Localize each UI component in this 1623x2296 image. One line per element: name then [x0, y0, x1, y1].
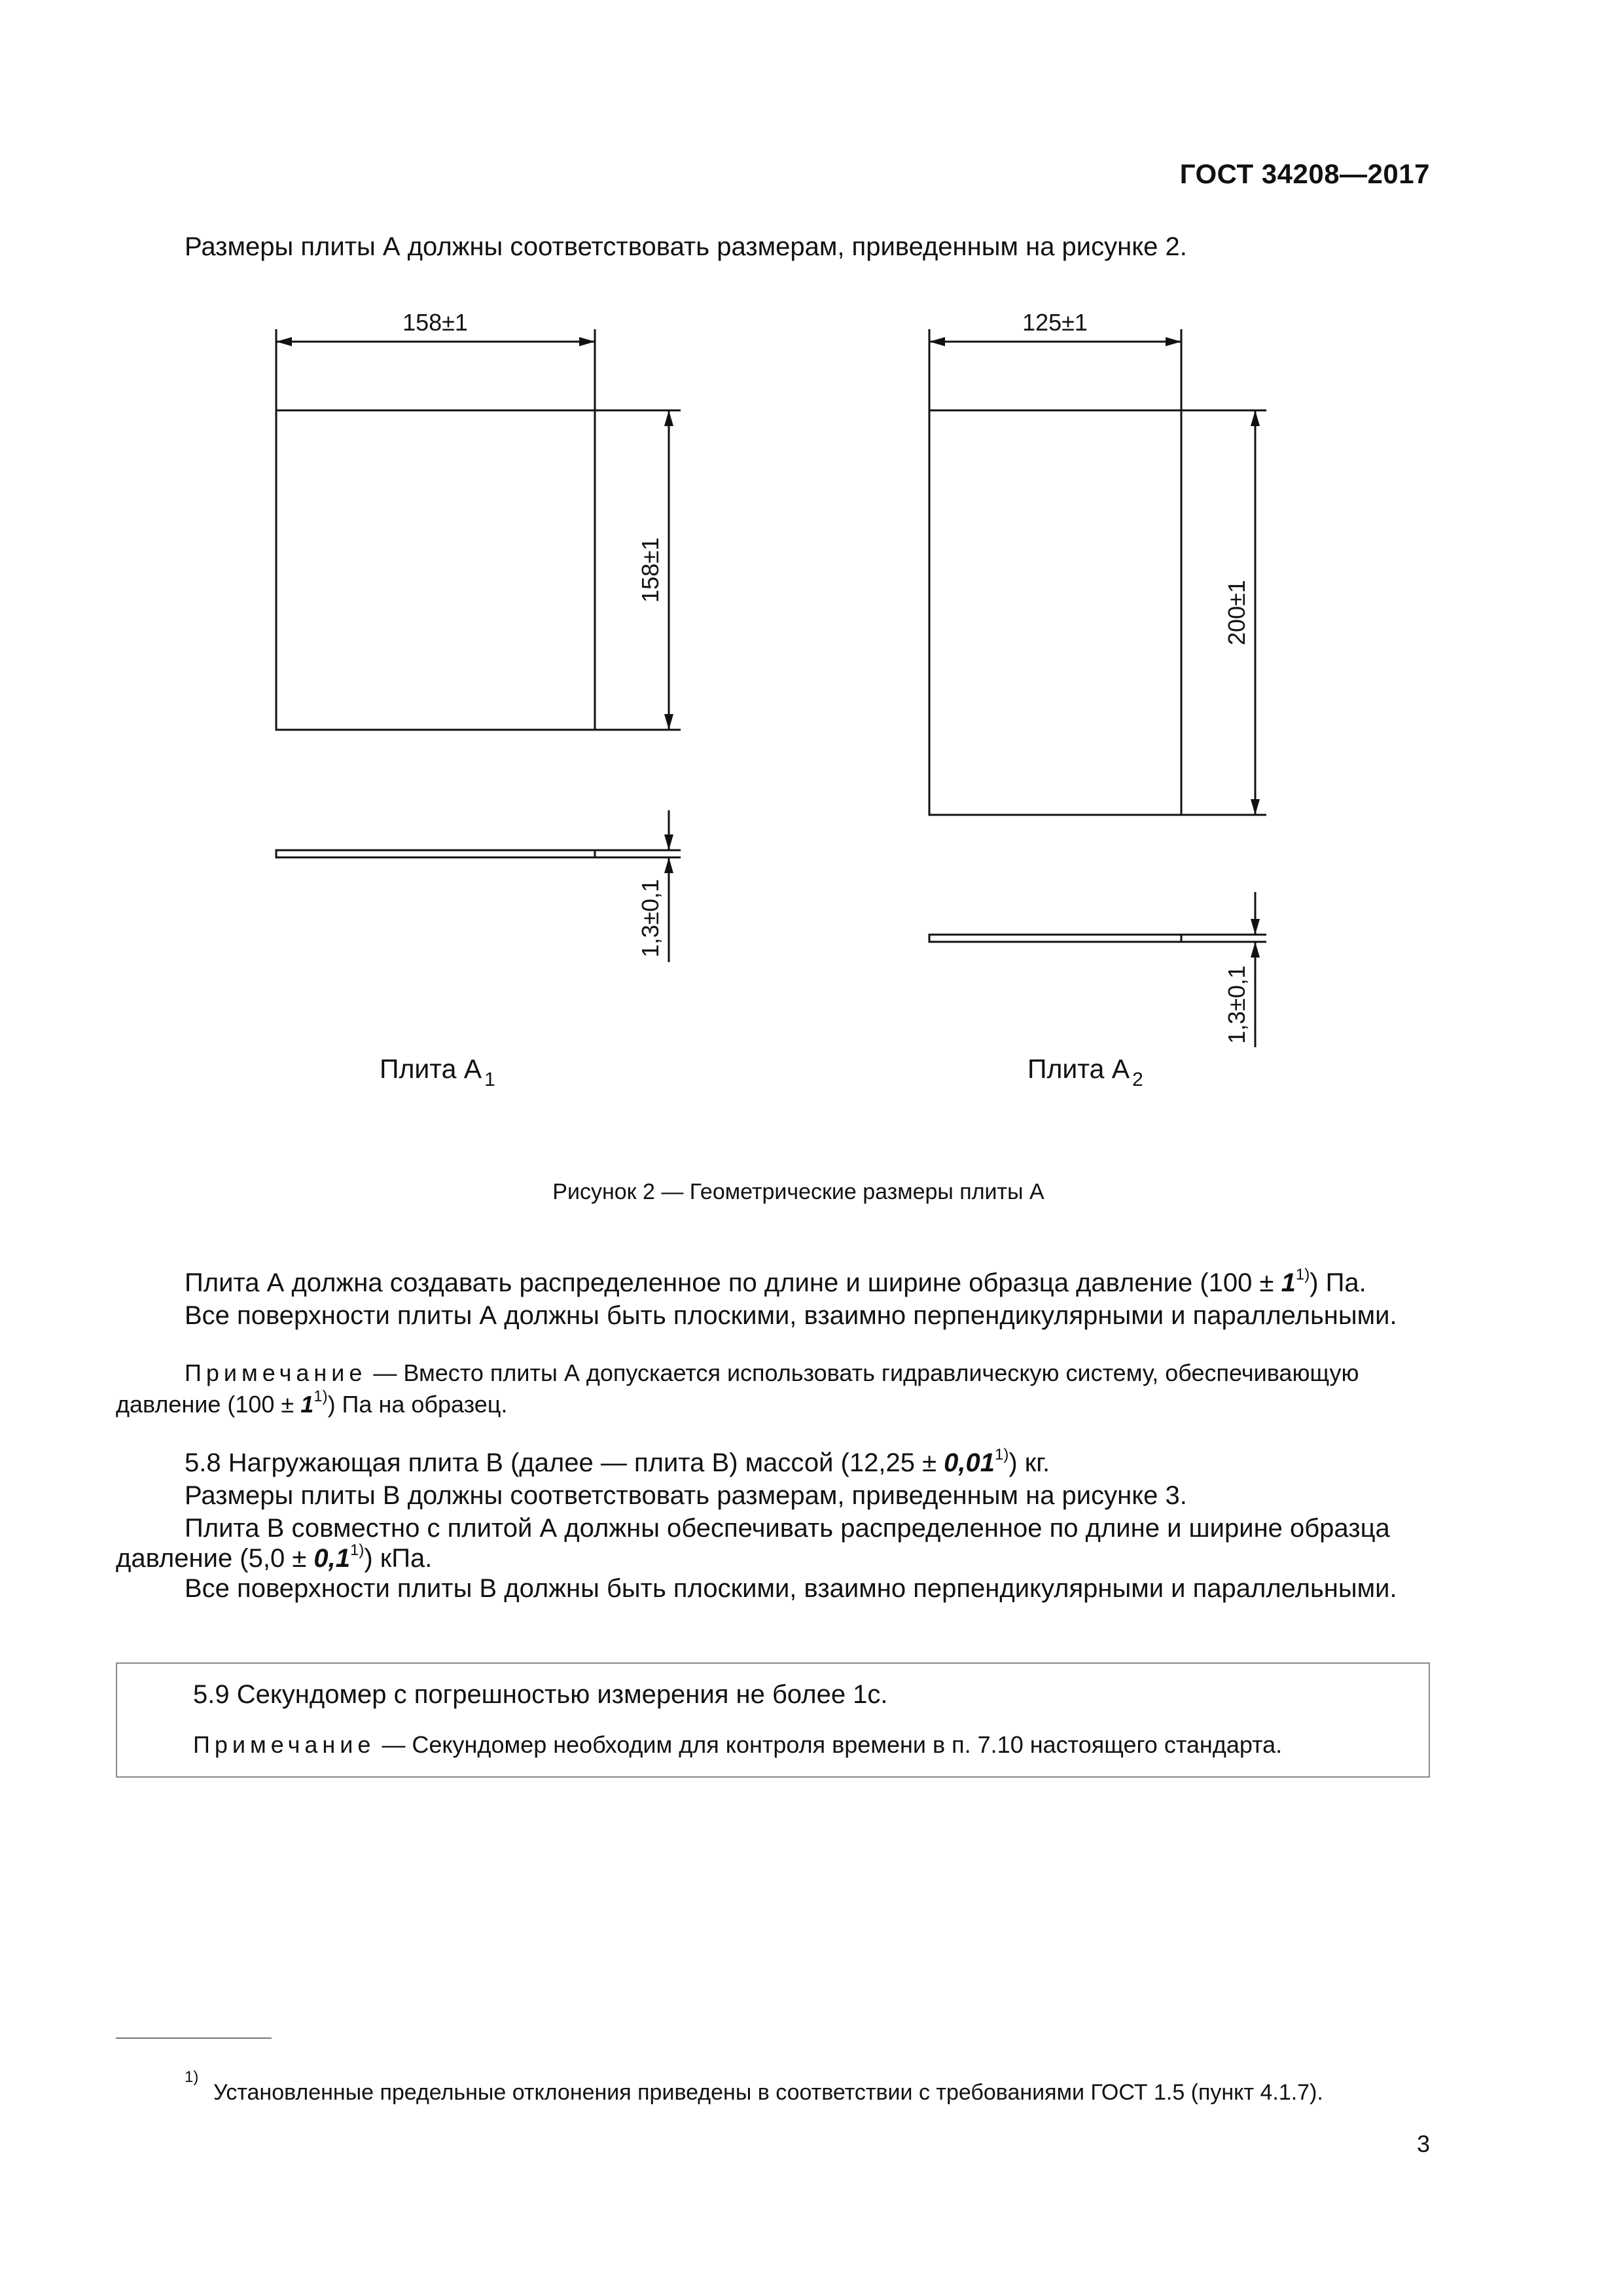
- item-5-8-line-3: Плита В совместно с плитой А должны обеспечивать распределенное по длине и ширине образца: [185, 1514, 1390, 1543]
- note-1-line-2: давление $(100 \pm 1^{1)})$ Па на образец.: [116, 1388, 508, 1418]
- plate-a1-caption: Плита А $_1$: [380, 1054, 495, 1090]
- plate-a1-side-view: [276, 850, 595, 857]
- plate-a-surfaces-line: Все поверхности плиты А должны быть плоскими, взаимно перпендикулярными и параллельными.: [185, 1301, 1397, 1330]
- a1-thickness-label: 1,3±0,1: [637, 879, 664, 958]
- plate-a2-caption: Плита А $_2$: [1027, 1054, 1143, 1090]
- plate-a1-top-view: [276, 410, 595, 730]
- a2-width-label: 125±1: [1022, 309, 1088, 336]
- page-number: 3: [1416, 2130, 1430, 2157]
- a2-thickness-label: 1,3±0,1: [1223, 965, 1250, 1044]
- item-5-8-line-1: 5.8 Нагружающая плита В (далее — плита В) массой $(12,25 \pm 0,01^{1)})$ кг.: [185, 1445, 1050, 1477]
- intro-paragraph: Размеры плиты А должны соответствовать размерам, приведенным на рисунке 2.: [185, 232, 1187, 261]
- item-5-9-note: Примечание — Секундомер необходим для контроля времени в п. 7.10 настоящего стандарта.: [193, 1731, 1283, 1758]
- note-label: Примечание: [185, 1359, 367, 1386]
- item-5-8-line-4: давление $(5,0 \pm 0,1^{1)})$ кПа.: [116, 1541, 433, 1573]
- item-5-9-box: [116, 1662, 1430, 1778]
- footnote-text: Установленные предельные отклонения приведены в соответствии с требованиями ГОСТ 1.5 (пункт 4.1.7).: [213, 2080, 1323, 2105]
- figure-caption: Рисунок 2 — Геометрические размеры плиты А: [552, 1179, 1044, 1204]
- a2-height-label: 200±1: [1223, 580, 1250, 645]
- footnote-mark: 1): [185, 2068, 199, 2086]
- plate-a-pressure-line: Плита А должна создавать распределенное по длине и ширине образца давление $(100 \pm 1^{1)})$ Па.: [185, 1265, 1366, 1297]
- standard-header: ГОСТ 34208—2017: [1179, 158, 1430, 189]
- a1-width-label: 158±1: [402, 309, 468, 336]
- item-5-9-text: 5.9 Секундомер с погрешностью измерения не более 1с.: [193, 1680, 888, 1709]
- item-5-8-line-2: Размеры плиты В должны соответствовать размерам, приведенным на рисунке 3.: [185, 1481, 1187, 1510]
- plate-a2-top-view: [929, 410, 1181, 815]
- a1-height-label: 158±1: [637, 537, 664, 603]
- plate-a2-side-view: [929, 935, 1181, 942]
- note-1-line-1: Примечание — Вместо плиты А допускается использовать гидравлическую систему, обеспечивающую: [185, 1359, 1359, 1386]
- footnote-separator: [116, 2037, 272, 2039]
- item-5-8-line-5: Все поверхности плиты В должны быть плоскими, взаимно перпендикулярными и параллельными.: [185, 1574, 1397, 1603]
- note-label: Примечание: [193, 1731, 376, 1758]
